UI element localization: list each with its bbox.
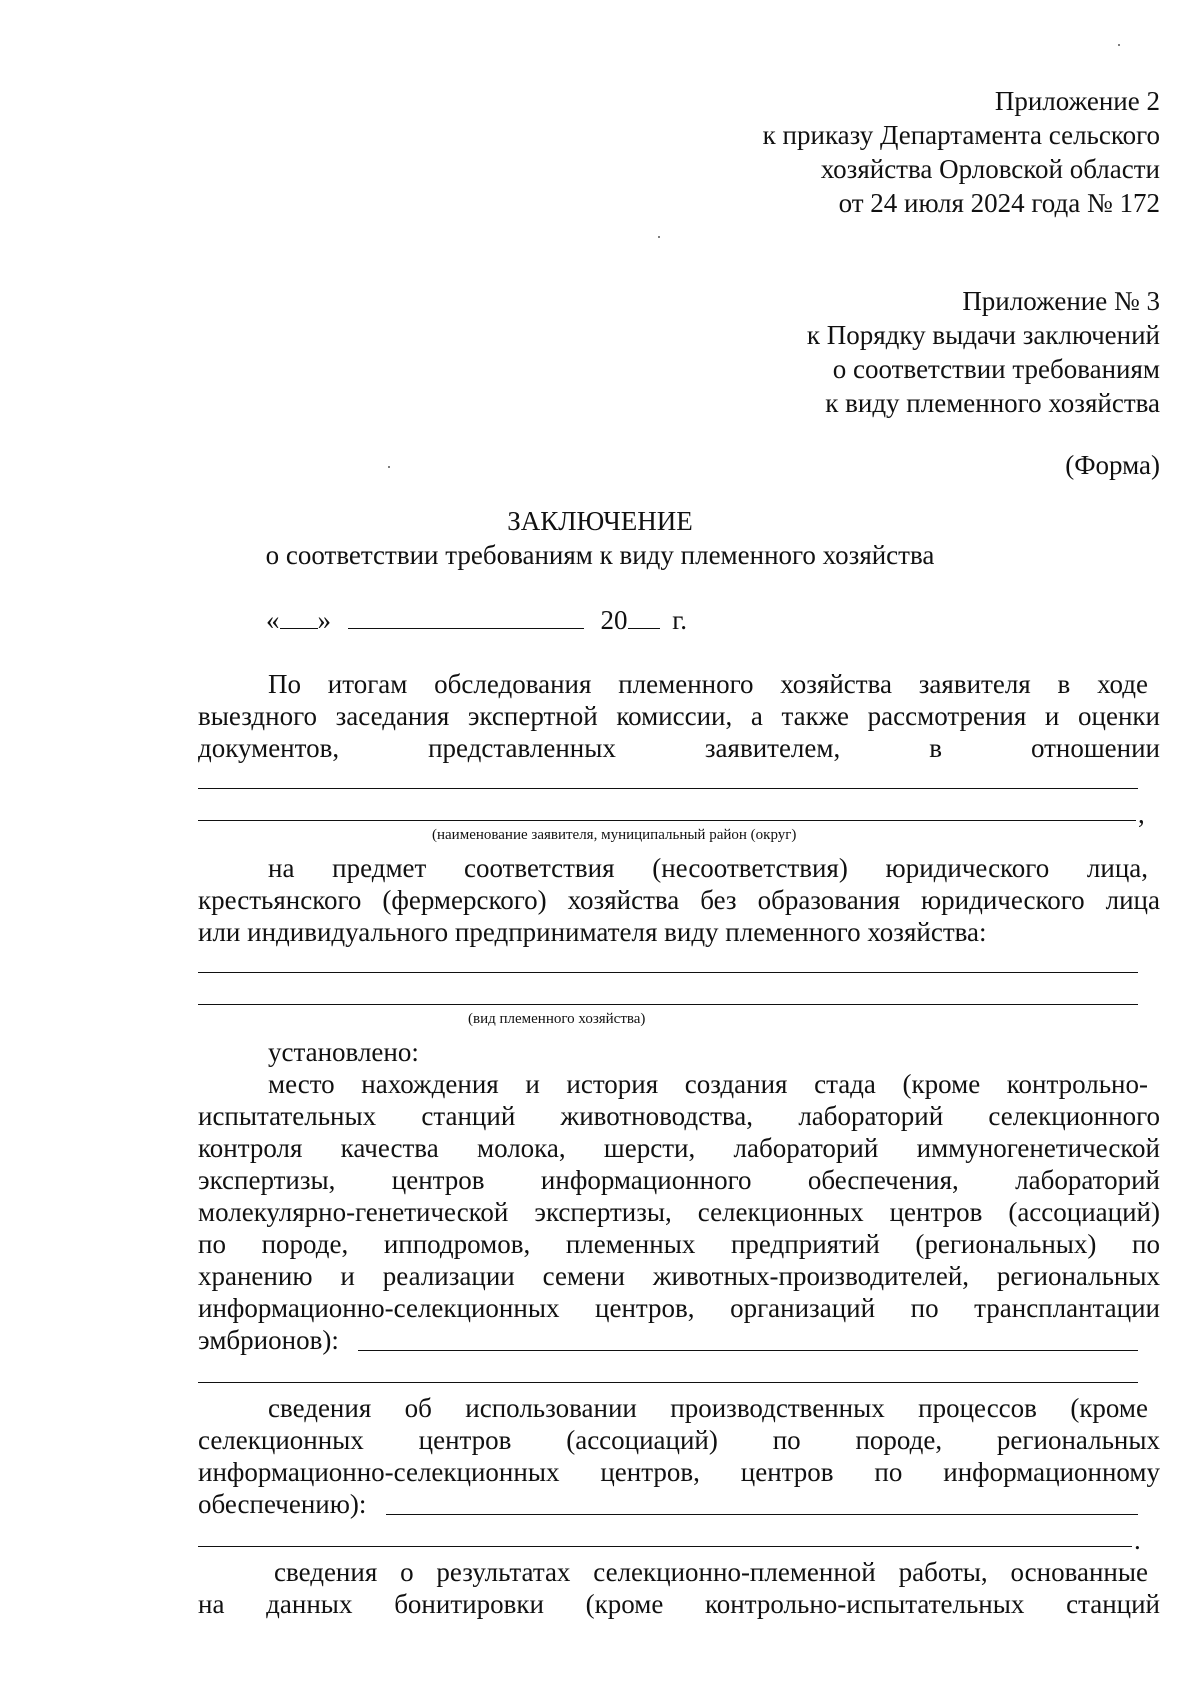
appendix-3-line: Приложение № 3	[962, 286, 1160, 316]
appendix-3-line: о соответствии требованиям	[832, 354, 1160, 384]
processes-blank-line[interactable]	[386, 1514, 1138, 1515]
processes-line: сведения об использовании производственных процессов (кроме	[268, 1393, 1148, 1423]
appendix-3-line: к Порядку выдачи заключений	[806, 320, 1160, 350]
intro-line: По итогам обследования племенного хозяйства заявителя в ходе	[268, 669, 1148, 699]
results-line: на данных бонитировки (кроме контрольно-испытательных станций	[198, 1589, 1160, 1619]
results-line: сведения о результатах селекционно-племенной работы, основанные	[274, 1557, 1148, 1587]
type-blank-line[interactable]	[198, 1004, 1138, 1005]
appendix-2-line: хозяйства Орловской области	[820, 154, 1160, 184]
subject-line: крестьянского (фермерского) хозяйства без образования юридического лица	[198, 885, 1160, 915]
appendix-2-line: к приказу Департамента сельского	[762, 120, 1160, 150]
document-title: ЗАКЛЮЧЕНИЕ	[507, 506, 693, 536]
type-blank-line[interactable]	[198, 972, 1138, 973]
location-line: по породе, ипподромов, племенных предприятий (региональных) по	[198, 1229, 1160, 1259]
processes-last-line: обеспечению):	[198, 1489, 367, 1519]
appendix-2-line: от 24 июля 2024 года № 172	[838, 188, 1160, 218]
applicant-comma: ,	[1138, 799, 1145, 829]
applicant-blank-line[interactable]	[198, 788, 1138, 789]
processes-line: селекционных центров (ассоциаций) по породе, региональных	[198, 1425, 1160, 1455]
appendix-2-header	[763, 84, 1160, 220]
processes-blank-line[interactable]	[198, 1546, 1132, 1547]
document-subtitle: о соответствии требованиям к виду племенного хозяйства	[265, 540, 935, 570]
day-blank[interactable]	[280, 602, 318, 629]
scan-speck	[388, 466, 390, 468]
subject-line: на предмет соответствия (несоответствия) юридического лица,	[268, 853, 1148, 883]
month-blank[interactable]	[348, 602, 584, 629]
year-blank[interactable]	[628, 602, 660, 629]
appendix-2-line: Приложение 2	[994, 86, 1160, 116]
appendix-3-line: к виду племенного хозяйства	[825, 388, 1160, 418]
scan-speck	[1118, 44, 1120, 46]
location-blank-line[interactable]	[358, 1350, 1138, 1351]
location-line: экспертизы, центров информационного обеспечения, лабораторий	[198, 1165, 1160, 1195]
location-line: хранению и реализации семени животных-производителей, региональных	[198, 1261, 1160, 1291]
processes-period: .	[1134, 1525, 1141, 1555]
intro-line: выездного заседания экспертной комиссии, а также рассмотрения и оценки	[198, 701, 1160, 731]
appendix-3-header	[807, 284, 1160, 420]
scan-speck	[658, 236, 660, 238]
location-blank-line[interactable]	[198, 1382, 1138, 1383]
year-suffix: г.	[672, 605, 688, 635]
date-open-quote: «	[266, 605, 280, 635]
date-line	[266, 602, 866, 636]
intro-line: документов, представленных заявителем, в отношении	[198, 733, 1160, 763]
applicant-blank-line[interactable]	[198, 820, 1136, 821]
location-last-line: эмбрионов):	[198, 1325, 339, 1355]
established-label: установлено:	[268, 1037, 419, 1067]
location-line: место нахождения и история создания стада (кроме контрольно-	[268, 1069, 1148, 1099]
year-prefix: 20	[600, 605, 628, 635]
caption-applicant: (наименование заявителя, муниципальный район (округ)	[432, 827, 797, 843]
location-line: контроля качества молока, шерсти, лабораторий иммуногенетической	[198, 1133, 1160, 1163]
location-line: информационно-селекционных центров, организаций по трансплантации	[198, 1293, 1160, 1323]
location-line: молекулярно-генетической экспертизы, селекционных центров (ассоциаций)	[198, 1197, 1160, 1227]
caption-type: (вид племенного хозяйства)	[468, 1011, 646, 1027]
form-label: (Форма)	[1065, 450, 1160, 480]
date-close-quote: »	[317, 605, 331, 635]
subject-line: или индивидуального предпринимателя виду племенного хозяйства:	[198, 917, 987, 947]
location-line: испытательных станций животноводства, лабораторий селекционного	[198, 1101, 1160, 1131]
processes-line: информационно-селекционных центров, центров по информационному	[198, 1457, 1160, 1487]
